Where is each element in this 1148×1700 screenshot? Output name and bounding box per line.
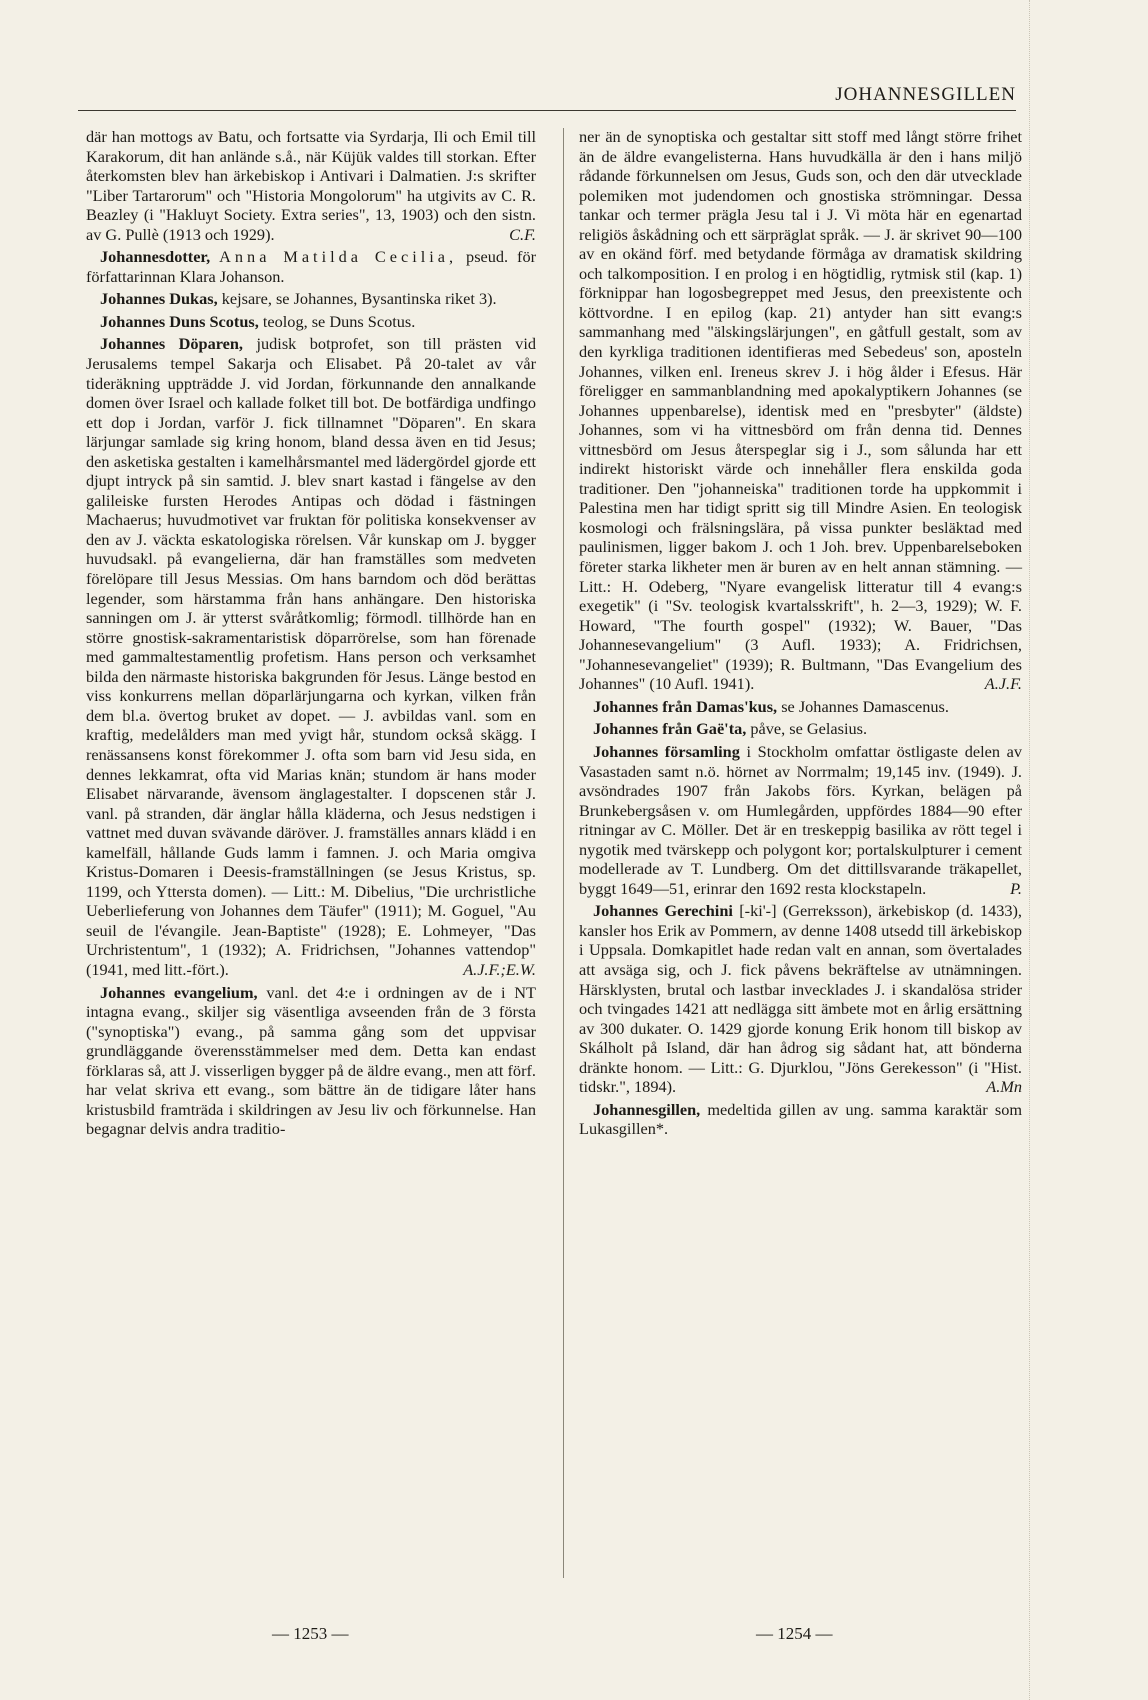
left-column	[86, 127, 536, 1142]
entry-headword: Johannes Dukas,	[100, 289, 218, 309]
entry-text: judisk botprofet, son till prästen vid Jerusalems tempel Sakarja och Elisabet. På 20-talet av vår tideräkning uppträdde J. vid Jordan, förkunnande den annalkande domen över Israel och kallade folket till bot. De botfärdiga undfingo ett dop i Jordan, varför J. fick tillnamnet "Döparen". En skara lärjungar samlade sig kring honom, bland dessa även en tid Jesus; den asketiska gestalten i kamelhårsmantel med lädergördel gjorde ett djupt intryck på sin samtid. J. blev snart kastad i fängelse av den galileiske fursten Herodes Antipas och dödad i fästningen Machaerus; huvudmotivet var fruktan för politiska konsekvenser av den av J. väckta eskatologiska rörelsen. Vår kunskap om J. bygger huvudsakl. på evangelierna, där han framställes som medveten förelöpare till Jesus Messias. Om hans barndom och död berättas legender, som härstamma från hans anhängare. Den historiska sanningen om J. är ytterst svåråtkomlig; förmodl. tillhörde han en större gnostisk-sakramentaristisk döparrörelse, som han förenade med gammaltestamentlig profetism. Hans person och verksamhet bilda den närmaste historiska bakgrunden för Jesus. Länge bestod en viss konkurrens mellan döparlärjungarna och kyrkan, vilken från dem bl.a. övertog bruket av dopet. — J. avbildas vanl. som en kraftig, medelålders man med yvigt hår, stundom också skägg. I renässansens konst förekommer J. ofta som barn vid Jesu sida, en dennes lekkamrat, ofta vid Marias knän; stundom är hans moder Elisabet närvarande, ävensom änglagestalter. I dopscenen står J. vanl. på stranden, där änglar hålla kläderna, och Jesus nedstigen i vattnet med duvan svävande däröver. J. framställes annars klädd i en kamelfäll, hållande Guds lamm i famnen. J. och Maria omgiva Kristus-Domaren i Deesis-framställningen (se Jesus Kristus, sp. 1199, och Yttersta domen). — Litt.: M. Dibelius, "Die urchristliche Ueberlieferung von Johannes dem Täufer" (1911); M. Goguel, "Au seuil de l'évangile. Jean-Baptiste" (1928); E. Lohmeyer, "Das Urchristentum", 1 (1932); A. Fridrichsen, "Johannes vattendop" (1941, med litt.-fört.).	[86, 334, 536, 979]
header-rule	[78, 110, 1016, 111]
column-divider	[563, 128, 564, 1578]
entry-text: se Johannes Damascenus.	[781, 696, 949, 716]
entry-paragraph	[579, 127, 1022, 694]
entry-text: där han mottogs av Batu, och fortsatte via Syrdarja, Ili och Emil till Karakorum, dit han anlände s.å., när Küjük valdes till storkan. Efter återkomsten blev han ärkebiskop i Antivari i Dalmatien. J:s skrifter "Liber Tartarorum" och "Historia Mongolorum" ha utgivits av C. R. Beazley (i "Hakluyt Society. Extra series", 13, 1903) och den sistn. av G. Pullè (1913 och 1929).	[86, 127, 536, 244]
running-head: JOHANNESGILLEN	[835, 84, 1016, 105]
entry-text: ner än de synoptiska och gestaltar sitt stoff med långt större frihet än de äldre evangelisterna. Hans huvudkälla är den i hans miljö rådande förkunnelsen om Jesus, Guds son, och den där utvecklade polemiken mot judendomen och gnostiska strömningar. Dessa tankar och termer prägla Jesu tal i J. Vi möta här en egenartad religiös åskådning och ett särpräglat språk. — J. är skrivet 90—100 av en okänd förf. med betydande förmåga av dramatisk skildring och talkomposition. I en prolog i en högtidlig, rytmisk stil (kap. 1) förknippar han logosbegreppet med Jesus, den preexistente och köttvordne. I en epilog (kap. 21) antyder han sitt evang:s sammanhang med "älskingslärjungen", en gåtfull gestalt, som av den kyrkliga traditionen identifieras med Sebedeus' son, aposteln Johannes, vilken enl. Ireneus skrev J. i hög ålder i Efesus. Här föreligger en sammanblandning med apokalyptikern Johannes (se Johannes uppenbarelse), identisk med en "presbyter" (äldste) Johannes, som vi ha vittnesbörd om från denna tid. Dennes vittnesbörd om Jesus återspeglar sig i J., som sålunda har ett indirekt historiskt värde och innehåller flera enskilda goda traditioner. Den "johanneiska" traditionen torde ha uppkommit i Palestina men har tidigt spritt sig till Mindre Asien. En teologisk kosmologi och frälsningslära, på vissa punkter besläktad med paulinismen, ligger bakom J. och 1 Joh. brev. Uppenbarelseboken företer starka likheter men är buren av en helt annan stämning. — Litt.: H. Odeberg, "Nyare evangelisk litteratur till 4 evang:s exegetik" (i "Sv. teologisk kvartalsskrift", h. 2—3, 1929); W. F. Howard, "The fourth gospel" (1932); W. Bauer, "Das Johannesevangelium" (3 Aufl. 1933); A. Fridrichsen, "Johannesevangeliet" (1939); R. Bultmann, "Das Evangelium des Johannes" (10 Aufl. 1941).	[579, 127, 1022, 694]
entry-headword: Johannesdotter,	[100, 247, 211, 267]
entry-text: kejsare, se Johannes, Bysantinska riket 3).	[221, 289, 497, 309]
entry-paragraph	[86, 127, 536, 244]
right-column	[579, 127, 1022, 1142]
entry-paragraph	[579, 697, 1022, 717]
entry-text: i Stockholm omfattar östligaste delen av Vasastaden samt n.ö. hörnet av Norrmalm; 19,145 inv. (1949). J. avsöndrades 1907 från Jakobs förs. Kyrkan, belägen på Brunkebergsåsen v. om Humlegården, uppfördes 1884—90 efter ritningar av C. Möller. Det är en treskeppig basilika av rött tegel i nygotik med tvärskepp och polygont kor; portalskulpturer i cement modellerade av T. Lundberg. Om det dittillsvarande träkapellet, byggt 1649—51, erinrar den 1692 resta klockstapeln.	[579, 741, 1023, 898]
entry-headword: Johannes Duns Scotus,	[100, 311, 259, 331]
author-signature: A.Mn	[986, 1077, 1022, 1097]
author-signature: C.F.	[509, 224, 536, 244]
entry-text: pseud. för författarinnan Klara Johanson.	[86, 247, 537, 286]
page-edge-line	[1029, 0, 1030, 1700]
entry-text: [-ki'-] (Gerreksson), ärkebiskop (d. 1433), kansler hos Erik av Pommern, av denne 1408 utsedd till ärkebiskop i Uppsala. Domkapitlet hade redan valt en annan, som övertalades att avsäga sig, och J. fick påvens bekräftelse av utnämningen. Härsklysten, brutal och lastbar invecklades J. i skandalösa strider och tvingades 1421 att nedlägga sitt ämbete mot en årlig ersättning av 300 dukater. O. 1429 gjorde konung Erik honom till biskop av Skálholt på Island, där han ådrog sig sådant hat, att bönderna dränkte honom. — Litt.: G. Djurklou, "Jöns Gerekesson" (i "Hist. tidskr.", 1894).	[579, 901, 1022, 1097]
entry-text: teolog, se Duns Scotus.	[262, 311, 416, 331]
entry-paragraph	[579, 901, 1022, 1096]
entry-paragraph	[579, 719, 1022, 739]
entry-headword: Johannes från Gaë'ta,	[593, 719, 747, 739]
author-signature: A.J.F.	[984, 674, 1022, 694]
entry-headword: Johannes Gerechini	[593, 901, 733, 921]
entry-headword: Johannes Döparen,	[100, 334, 244, 354]
entry-paragraph	[579, 742, 1022, 898]
entry-paragraph	[579, 1100, 1022, 1139]
entry-text: medeltida gillen av ung. samma karaktär som Lukasgillen*.	[579, 1099, 1022, 1139]
page-number-left: — 1253 —	[272, 1624, 349, 1643]
entry-headword: Johannesgillen,	[593, 1099, 701, 1119]
entry-text: vanl. det 4:e i ordningen av de i NT intagna evang., skiljer sig väsentliga avseenden från de 3 första ("synoptiska") evang., på samma gång som det uppvisar grundläggande överensstämmelser med dem. Detta kan endast förklaras så, att J. visserligen bygger på de äldre evang., men att förf. har velat skriva ett evang., som bättre än de tidigare låter hans kristusbild framträda i skildringen av Jesu liv och förkunnelse. Han begagnar delvis andra traditio-	[86, 982, 536, 1139]
entry-headword: Johannes evangelium,	[100, 982, 258, 1002]
entry-headword: Johannes församling	[593, 741, 740, 761]
entry-headword: Johannes från Damas'kus,	[593, 696, 778, 716]
author-signature: A.J.F.;E.W.	[463, 959, 536, 979]
entry-paragraph	[86, 983, 536, 1139]
entry-spaced-name: Anna Matilda Cecilia,	[219, 247, 458, 267]
page-number-right: — 1254 —	[756, 1624, 833, 1643]
entry-paragraph	[86, 247, 536, 286]
entry-paragraph	[86, 334, 536, 979]
author-signature: P.	[1010, 878, 1022, 898]
entry-text: påve, se Gelasius.	[750, 719, 868, 739]
entry-paragraph	[86, 289, 536, 309]
entry-paragraph	[86, 312, 536, 332]
